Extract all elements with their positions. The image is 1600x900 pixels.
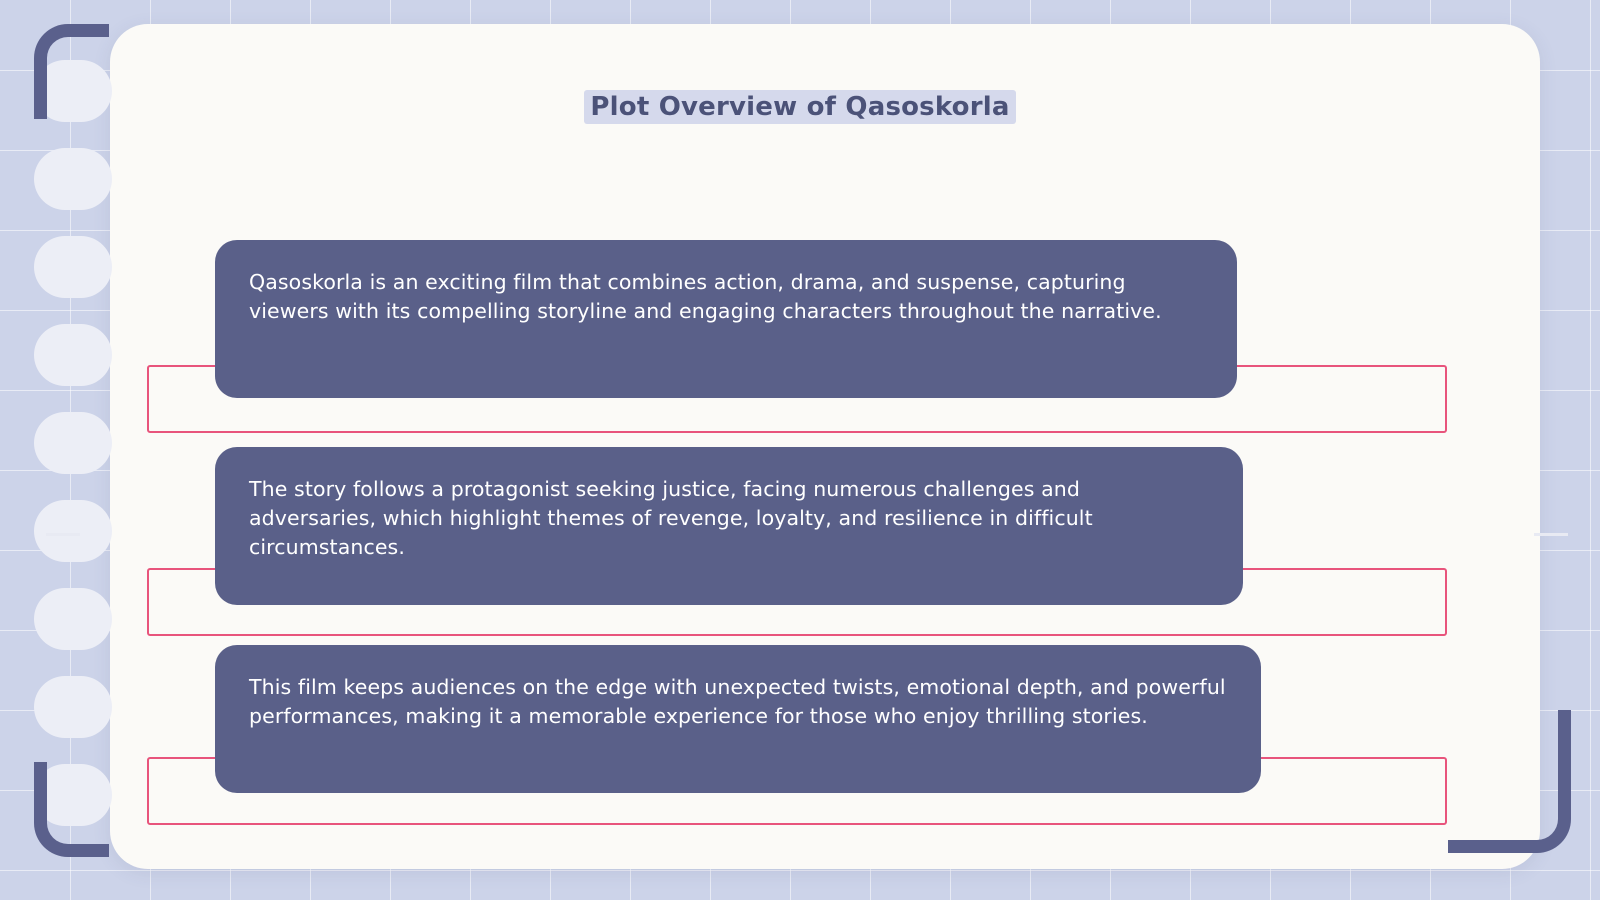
edge-tick-right [1534, 533, 1568, 536]
scallop-notch [34, 324, 112, 386]
corner-bracket-bottom-left [34, 762, 109, 857]
corner-bracket-bottom-right [1448, 710, 1571, 853]
scallop-notch [34, 500, 112, 562]
statement-bubble: Qasoskorla is an exciting film that combines action, drama, and suspense, capturing viewers with its compelling storyline and engaging characters throughout the narrative. [215, 240, 1237, 398]
scallop-notch [34, 148, 112, 210]
statement-bubble: This film keeps audiences on the edge with unexpected twists, emotional depth, and powerful performances, making it a memorable experience for those who enjoy thrilling stories. [215, 645, 1261, 793]
scallop-notch [34, 236, 112, 298]
edge-tick-left [46, 533, 80, 536]
page-title [0, 92, 1600, 122]
scallop-notch [34, 588, 112, 650]
scallop-notch [34, 676, 112, 738]
scallop-notch [34, 412, 112, 474]
binding-scallops [34, 60, 124, 850]
statement-bubble: The story follows a protagonist seeking justice, facing numerous challenges and adversaries, which highlight themes of revenge, loyalty, and resilience in difficult circumstances. [215, 447, 1243, 605]
page-title-text: Plot Overview of Qasoskorla [584, 90, 1015, 124]
